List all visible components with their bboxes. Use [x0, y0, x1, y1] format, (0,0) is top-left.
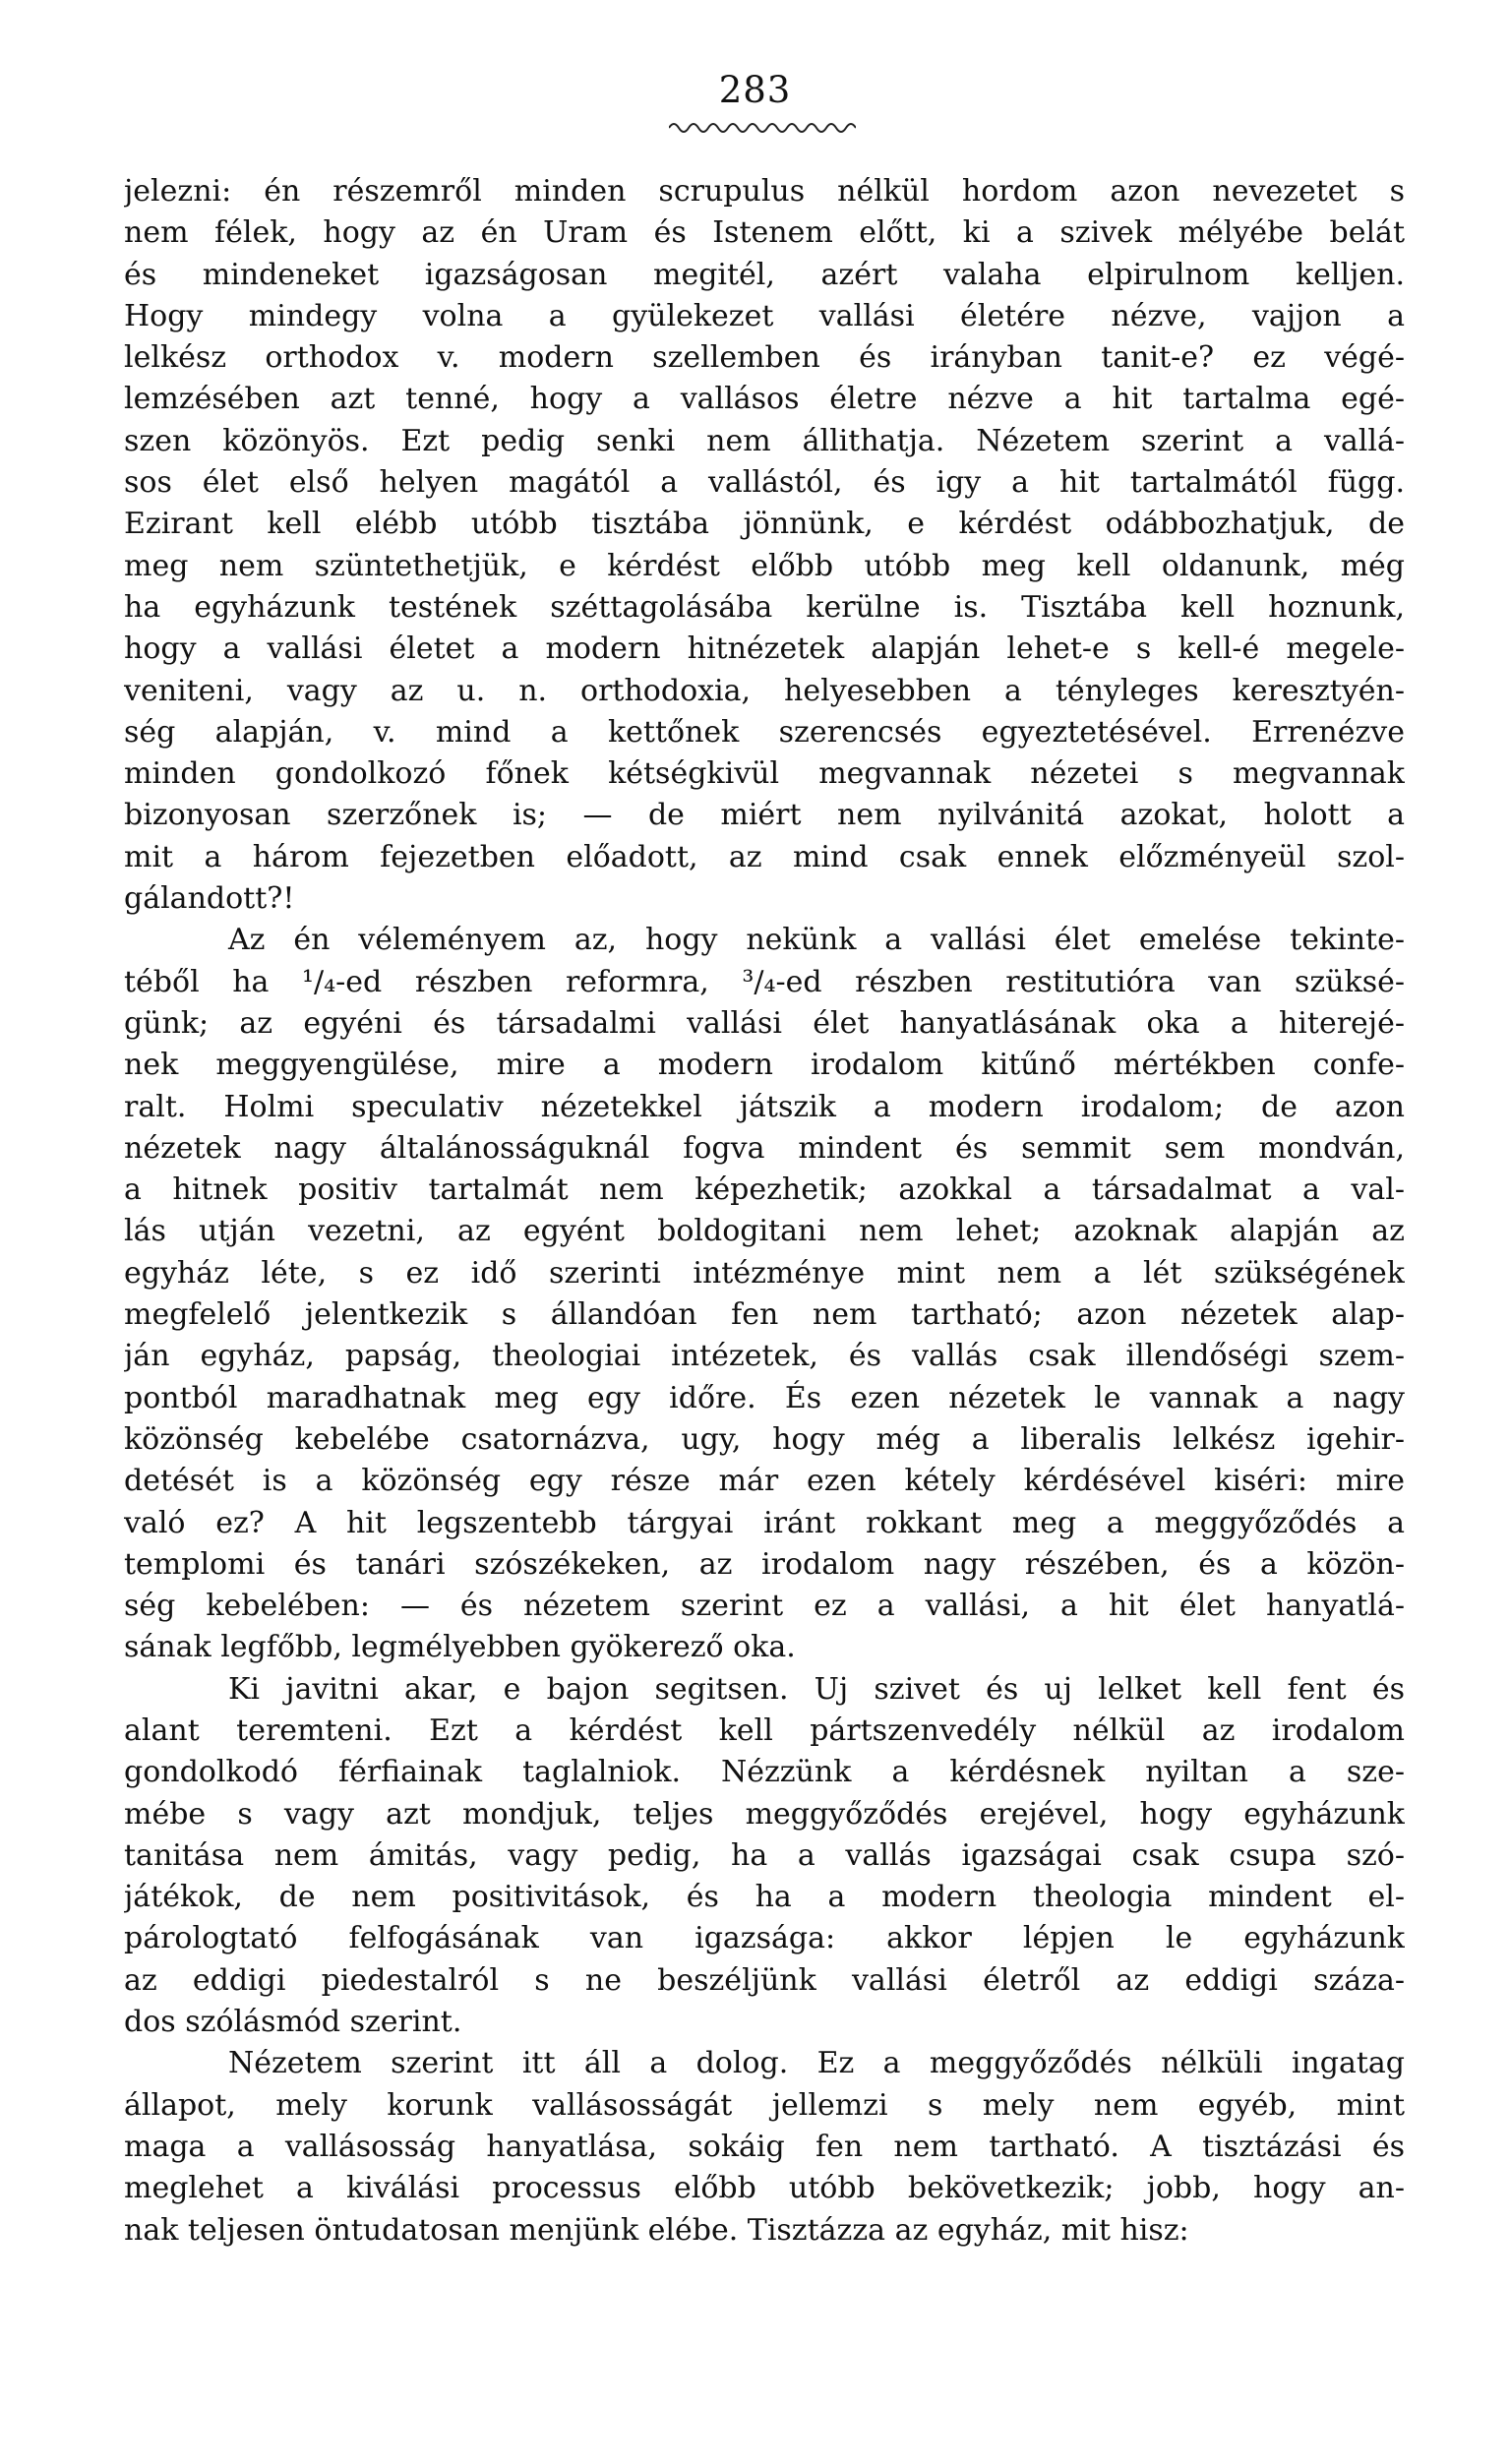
text-line: Ki javitni akar, e bajon segitsen. Uj szivet és uj lelket kell fent és	[228, 1671, 1405, 1707]
text-line: Az én véleményem az, hogy nekünk a vallási élet emelése tekinte-	[228, 923, 1405, 958]
text-line: Hogy mindegy volna a gyülekezet vallási életére nézve, vajjon a	[124, 298, 1405, 333]
text-line: alant teremteni. Ezt a kérdést kell pártszenvedély nélkül az irodalom	[124, 1713, 1405, 1748]
text-line: dos szólásmód szerint.	[124, 2005, 462, 2040]
page-number: 283	[718, 69, 792, 111]
text-line: ján egyház, papság, theologiai intézetek, és vallás csak illendőségi szem-	[124, 1339, 1405, 1374]
text-line: gondolkodó férfiainak taglalniok. Nézzünk a kérdésnek nyiltan a sze-	[124, 1755, 1405, 1790]
text-line: detését is a közönség egy része már ezen kétely kérdésével kiséri: mire	[124, 1464, 1405, 1499]
text-line: a hitnek positiv tartalmát nem képezhetik; azokkal a társadalmat a val-	[124, 1172, 1405, 1208]
text-line: nek meggyengülése, mire a modern irodalom kitűnő mértékben confe-	[124, 1048, 1405, 1083]
text-line: veniteni, vagy az u. n. orthodoxia, helyesebben a tényleges keresztyén-	[124, 673, 1405, 708]
text-line: nem félek, hogy az én Uram és Istenem előtt, ki a szivek mélyébe belát	[124, 215, 1405, 251]
text-line: hogy a vallási életet a modern hitnézetek alapján lehet-e s kell-é megele-	[124, 631, 1405, 667]
text-line: egyház léte, s ez idő szerinti intézménye mint nem a lét szükségének	[124, 1255, 1405, 1291]
text-line: mébe s vagy azt mondjuk, teljes meggyőződés erejével, hogy egyházunk	[124, 1796, 1405, 1832]
text-line: az eddigi piedestalról s ne beszéljünk vallási életről az eddigi száza-	[124, 1962, 1405, 1998]
wavy-rule-ornament	[669, 118, 856, 138]
text-line: nak teljesen öntudatosan menjünk elébe. Tisztázza az egyház, mit hisz:	[124, 2212, 1189, 2248]
text-line: minden gondolkozó főnek kétségkivül megvannak nézetei s megvannak	[124, 756, 1405, 792]
text-line: lemzésében azt tenné, hogy a vallásos életre nézve a hit tartalma egé-	[124, 382, 1405, 417]
paragraph	[124, 1669, 1405, 2044]
text-line: ha egyházunk testének széttagolásába kerülne is. Tisztába kell hoznunk,	[124, 589, 1405, 625]
text-line: gálandott?!	[124, 881, 295, 917]
text-line: ralt. Holmi speculativ nézetekkel játszik a modern irodalom; de azon	[124, 1089, 1405, 1124]
text-line: téből ha ¹/₄-ed részben reformra, ³/₄-ed részben restitutióra van szüksé-	[124, 964, 1405, 999]
text-line: mit a három fejezetben előadott, az mind csak ennek előzményeül szol-	[124, 839, 1405, 874]
text-line: tanitása nem ámitás, vagy pedig, ha a vallás igazságai csak csupa szó-	[124, 1837, 1405, 1873]
text-line: megfelelő jelentkezik s állandóan fen nem tartható; azon nézetek alap-	[124, 1297, 1405, 1333]
text-line: meglehet a kiválási processus előbb utóbb bekövetkezik; jobb, hogy an-	[124, 2171, 1405, 2206]
text-line: lelkész orthodox v. modern szellemben és irányban tanit-e? ez végé-	[124, 340, 1405, 376]
text-line: közönség kebelébe csatornázva, ugy, hogy még a liberalis lelkész igehir-	[124, 1421, 1405, 1457]
text-line: ség alapján, v. mind a kettőnek szerencsés egyeztetésével. Errenézve	[124, 714, 1405, 750]
text-line: ség kebelében: — és nézetem szerint ez a vallási, a hit élet hanyatlá-	[124, 1589, 1405, 1624]
paragraph	[124, 171, 1405, 920]
text-line: játékok, de nem positivitások, és ha a modern theologia mindent el-	[124, 1880, 1405, 1915]
text-line: Ezirant kell elébb utóbb tisztába jönnünk, e kérdést odábbozhatjuk, de	[124, 507, 1405, 542]
text-line: Nézetem szerint itt áll a dolog. Ez a meggyőződés nélküli ingatag	[228, 2046, 1405, 2081]
text-line: és mindeneket igazságosan megitél, azért valaha elpirulnom kelljen.	[124, 257, 1405, 292]
text-line: sos élet első helyen magától a vallástól, és igy a hit tartalmától függ.	[124, 465, 1405, 501]
paragraph	[124, 920, 1405, 1668]
text-line: nézetek nagy általánosságuknál fogva mindent és semmit sem mondván,	[124, 1130, 1405, 1166]
text-line: templomi és tanári szószékeken, az irodalom nagy részében, és a közön-	[124, 1546, 1405, 1582]
text-line: bizonyosan szerzőnek is; — de miért nem nyilvánitá azokat, holott a	[124, 798, 1405, 833]
text-line: jelezni: én részemről minden scrupulus nélkül hordom azon nevezetet s	[124, 174, 1405, 209]
text-line: szen közönyös. Ezt pedig senki nem állithatja. Nézetem szerint a vallá-	[124, 423, 1405, 458]
text-line: sának legfőbb, legmélyebben gyökerező oka.	[124, 1630, 796, 1665]
text-line: való ez? A hit legszentebb tárgyai iránt rokkant meg a meggyőződés a	[124, 1505, 1405, 1540]
text-line: párologtató felfogásának van igazsága: akkor lépjen le egyházunk	[124, 1921, 1405, 1956]
text-line: állapot, mely korunk vallásosságát jellemzi s mely nem egyéb, mint	[124, 2087, 1405, 2123]
body-text	[124, 171, 1405, 2252]
text-line: maga a vallásosság hanyatlása, sokáig fen nem tartható. A tisztázási és	[124, 2129, 1405, 2164]
text-line: meg nem szüntethetjük, e kérdést előbb utóbb meg kell oldanunk, még	[124, 548, 1405, 583]
text-line: pontból maradhatnak meg egy időre. És ezen nézetek le vannak a nagy	[124, 1380, 1405, 1415]
text-line: lás utján vezetni, az egyént boldogitani nem lehet; azoknak alapján az	[124, 1214, 1405, 1249]
paragraph	[124, 2043, 1405, 2251]
text-line: günk; az egyéni és társadalmi vallási élet hanyatlásának oka a hiterejé-	[124, 1005, 1405, 1041]
